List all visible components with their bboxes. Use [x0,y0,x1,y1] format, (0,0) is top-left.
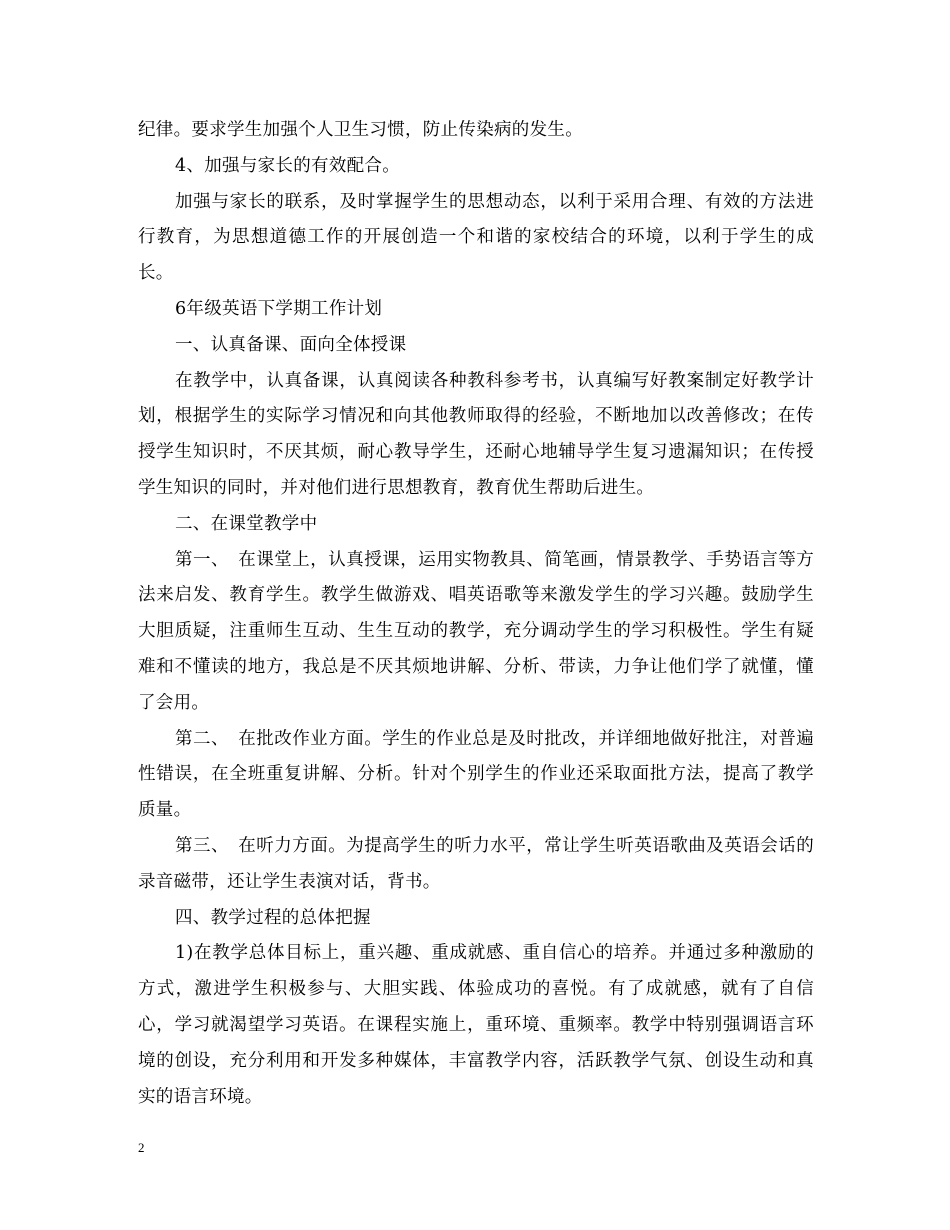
section-heading: 一、认真备课、面向全体授课 [175,334,407,355]
paragraph: 第二、 在批改作业方面。学生的作业总是及时批改，并详细地做好批注，对普遍性错误，在全班重复讲解、分析。针对个别学生的作业还采取面批方法，提高了教学质量。 [138,728,814,821]
paragraph: 1)在教学总体目标上，重兴趣、重成就感、重自信心的培养。并通过多种激励的方式，激进学生积极参与、大胆实践、体验成功的喜悦。有了成就感，就有了自信心，学习就渴望学习英语。在课程实施上，重环境、重频率。教学中特别强调语言环境的创设，充分利用和开发多种媒体，丰富教学内容，活跃教学气氛、创设生动和真实的语言环境。 [138,943,814,1107]
section-heading: 四、教学过程的总体把握 [175,907,371,928]
paragraph: 4、加强与家长的有效配合。 [175,155,401,176]
paragraph: 纪律。要求学生加强个人卫生习惯，防止传染病的发生。 [138,120,583,140]
page-number: 2 [138,1140,145,1155]
paragraph: 加强与家长的联系，及时掌握学生的思想动态，以利于采用合理、有效的方法进行教育，为思想道德工作的开展创造一个和谐的家校结合的环境，以利于学生的成长。 [138,191,814,284]
document-body [138,113,814,1115]
section-title: 6年级英语下学期工作计划 [175,298,383,319]
paragraph: 第三、 在听力方面。为提高学生的听力水平，常让学生听英语歌曲及英语会话的录音磁带，还让学生表演对话，背书。 [138,835,814,892]
paragraph: 第一、 在课堂上，认真授课，运用实物教具、简笔画，情景教学、手势语言等方法来启发、教育学生。教学生做游戏、唱英语歌等来激发学生的学习兴趣。鼓励学生大胆质疑，注重师生互动、生生互动的教学，充分调动学生的学习积极性。学生有疑难和不懂读的地方，我总是不厌其烦地讲解、分析、带读，力争让他们学了就懂，懂了会用。 [138,549,814,713]
section-heading: 二、在课堂教学中 [175,513,318,534]
paragraph: 在教学中，认真备课，认真阅读各种教科参考书，认真编写好教案制定好教学计划，根据学生的实际学习情况和向其他教师取得的经验，不断地加以改善修改；在传授学生知识时，不厌其烦，耐心教导学生，还耐心地辅导学生复习遗漏知识；在传授学生知识的同时，并对他们进行思想教育，教育优生帮助后进生。 [138,370,814,498]
